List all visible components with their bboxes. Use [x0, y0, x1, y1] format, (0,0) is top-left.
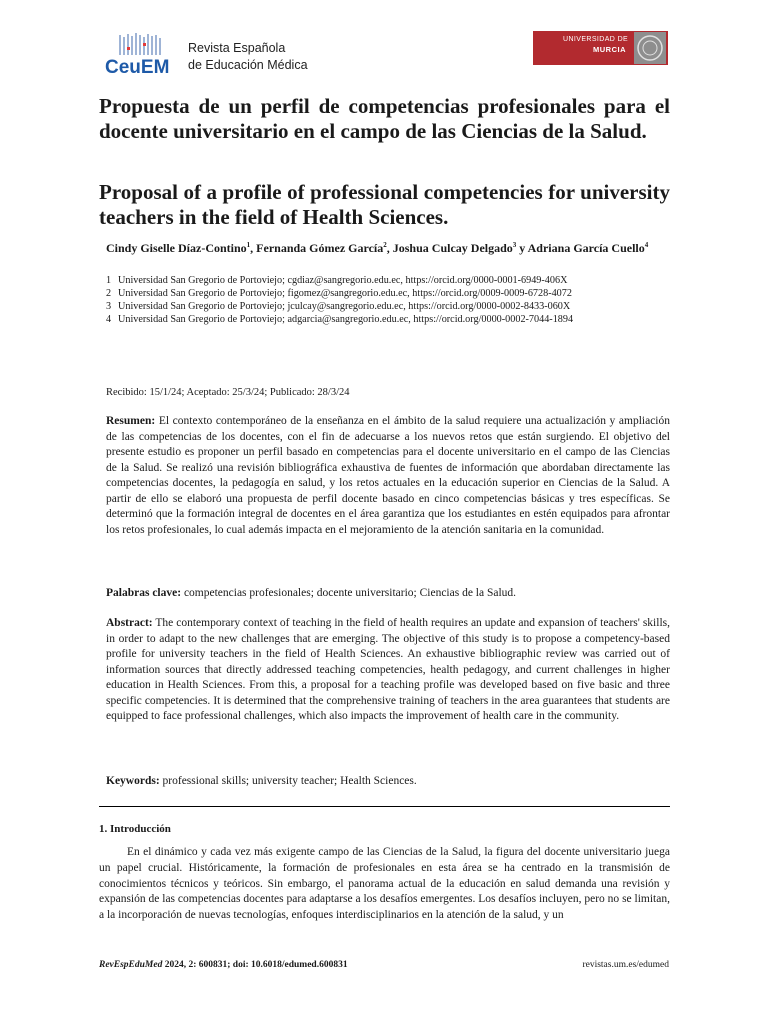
resumen-text: El contexto contemporáneo de la enseñanza en el ámbito de la salud requiere una actualización y ampliación de las competencias de los docentes, con el fin de adecuarse a los nuevos retos que están surgiendo. El objetivo del presente estudio es proponer un perfil basado en competencias para el docente universitario en el campo de las Ciencias de la Salud. Se realizó una revisión bibliográfica exhaustiva de fuentes de información que abordaban directamente las competencias docentes, la pedagogía en salud, y los retos actuales en la educación superior en Ciencias de la Salud. A partir de ello se elaboró una propuesta de perfil docente basado en cinco competencias básicas y tres específicas. Se determinó que la formación integral de docentes en el área garantiza que los estudiantes en estén equipados para afrontar los retos profesionales, lo cual además impacta en el mejoramiento de la atención sanitaria en la comunidad. [106, 415, 671, 536]
title-spanish: Propuesta de un perfil de competencias profesionales para el docente universitario en el campo de las Ciencias de la Salud. [99, 94, 670, 143]
affiliation-text: Universidad San Gregorio de Portoviejo; figomez@sangregorio.edu.ec, https://orcid.org/0009-0009-6728-4072 [118, 288, 572, 299]
footer-citation-text: 2024, 2: 600831; doi: 10.6018/edumed.600831 [162, 960, 348, 970]
affiliation-item [106, 300, 670, 313]
university-logo-line1: UNIVERSIDAD DE [563, 36, 629, 43]
author-separator: , [386, 241, 393, 255]
abstract-paragraph [106, 616, 670, 725]
footer-url[interactable]: revistas.um.es/edumed [582, 960, 669, 970]
ceuem-logo-text: CeuEM [105, 57, 170, 77]
affiliation-item [106, 274, 670, 287]
affiliation-text: Universidad San Gregorio de Portoviejo; adgarcia@sangregorio.edu.ec, https://orcid.org/0000-0002-7044-1894 [118, 314, 574, 325]
resumen-paragraph [106, 414, 670, 538]
palabras-clave-paragraph [106, 586, 670, 602]
affiliation-text: Universidad San Gregorio de Portoviejo; jculcay@sangregorio.edu.ec, https://orcid.org/0000-0002-8433-060X [118, 301, 571, 312]
ceuem-logo [105, 33, 177, 77]
affiliation-number: 1 [106, 275, 112, 286]
keywords-text: professional skills; university teacher; Health Sciences. [162, 775, 417, 787]
author-name: Adriana García Cuello [527, 241, 645, 255]
author-separator: , [250, 241, 257, 255]
abstract-label: Abstract: [106, 617, 153, 629]
footer-journal-abbr: RevEspEduMed [99, 960, 163, 970]
journal-name [188, 40, 308, 74]
author-separator: y [516, 241, 528, 255]
author-name: Cindy Giselle Díaz-Contino [106, 241, 247, 255]
university-logo-line2: MURCIA [593, 45, 626, 54]
affiliation-number: 2 [106, 288, 112, 299]
publication-dates: Recibido: 15/1/24; Aceptado: 25/3/24; Publicado: 28/3/24 [106, 387, 350, 398]
keywords-label: Keywords: [106, 775, 160, 787]
affiliation-item [106, 287, 670, 300]
title-english: Proposal of a profile of professional competencies for university teachers in the field of Health Sciences. [99, 180, 670, 229]
author-affiliation-mark: 4 [644, 241, 649, 249]
abstract-text: The contemporary context of teaching in the field of health requires an update and expansion of teachers' skills, in order to adapt to the new challenges that are emerging. The objective of this study is to propose a competency-based profile for university teachers in the field of Health Sciences. An exhaustive bibliographic review was carried out of information sources that directly addressed teaching competencies, health pedagogy, and current challenges in higher education in Health Sciences. From this, a proposal for a teaching profile was developed based on five basic and three specific competencies. It is determined that the comprehensive training of teachers in the area guarantees that students are equipped to face professional challenges, which also impacts the improvement of health care in the community. [106, 617, 670, 722]
resumen-label: Resumen: [106, 415, 156, 427]
author-affiliation-mark: 3 [512, 241, 517, 249]
palabras-clave-label: Palabras clave: [106, 587, 182, 599]
journal-name-line1: Revista Española [188, 41, 286, 55]
university-logo [533, 31, 668, 65]
affiliation-text: Universidad San Gregorio de Portoviejo; cgdiaz@sangregorio.edu.ec, https://orcid.org/0000-0001-6949-406X [118, 275, 568, 286]
university-seal-icon [634, 32, 666, 64]
section-heading: 1. Introducción [99, 823, 171, 835]
affiliation-item [106, 313, 670, 326]
palabras-clave-text: competencias profesionales; docente universitario; Ciencias de la Salud. [183, 587, 517, 599]
footer-citation [99, 960, 348, 970]
affiliation-number: 3 [106, 301, 112, 312]
ceuem-logo-graphic [105, 33, 177, 77]
affiliation-list [106, 274, 670, 326]
section-divider [99, 806, 670, 807]
keywords-paragraph [106, 774, 670, 790]
author-name: Fernanda Gómez García [256, 241, 384, 255]
author-affiliation-mark: 2 [383, 241, 387, 249]
author-list [106, 236, 670, 257]
journal-name-line2: de Educación Médica [188, 58, 308, 72]
author-name: Joshua Culcay Delgado [392, 241, 513, 255]
author-affiliation-mark: 1 [246, 241, 251, 249]
section-body: En el dinámico y cada vez más exigente campo de las Ciencias de la Salud, la figura del docente universitario juega un papel crucial. Históricamente, la formación de profesionales en esta área se ha centrado en la transmisión de conocimientos técnicos y teóricos. Sin embargo, el panorama actual de la educación en salud demanda una revisión y expansión de las competencias docentes para adaptarse a los desafíos emergentes. Los desafíos incluyen, pero no se limitan, a la incorporación de nuevas tecnologías, enfoques interdisciplinarios en la atención de la salud, y un [99, 846, 670, 922]
affiliation-number: 4 [106, 314, 112, 325]
